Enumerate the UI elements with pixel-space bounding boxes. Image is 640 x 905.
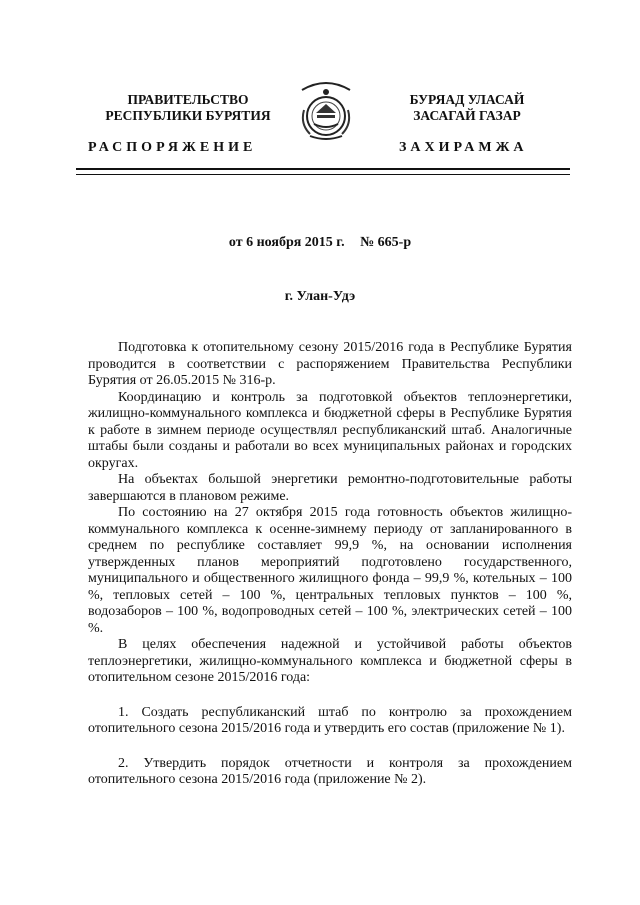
header-left-line2: РЕСПУБЛИКИ БУРЯТИЯ — [105, 108, 271, 123]
header-left-line1: ПРАВИТЕЛЬСТВО — [127, 92, 249, 107]
document-number: № 665-р — [360, 235, 412, 250]
paragraph: По состоянию на 27 октября 2015 года готовность объектов жилищно-коммунального комплекса к осенне-зимнему периоду от запланированного в среднем по республике составляет 99,9 %, на основании исполнения утвержденных планов мероприятий подготовлено государственного, муниципального и общественного жилищного фонда – 99,9 %, котельных – 100 %, тепловых сетей – 100 %, центральных тепловых пунктов – 100 %, водозаборов – 100 %, водопроводных сетей – 100 %, электрических сетей – 100 %. — [88, 505, 572, 636]
header-divider — [76, 168, 570, 175]
header-left — [88, 92, 288, 124]
document-date: от 6 ноября 2015 г. — [228, 235, 345, 250]
paragraph: В целях обеспечения надежной и устойчивой работы объектов теплоэнергетики, жилищно-коммунального комплекса и бюджетной сферы в отопительном сезоне 2015/2016 года: — [88, 637, 572, 685]
header-right — [382, 92, 552, 124]
paragraph: Подготовка к отопительному сезону 2015/2016 года в Республике Бурятия проводится в соответствии с распоряжением Правительства Республики Бурятия от 26.05.2015 № 316-р. — [88, 340, 572, 388]
paragraph: Координацию и контроль за подготовкой объектов теплоэнергетики, жилищно-коммунального комплекса и бюджетной сферы в Республике Бурятия к работе в зимнем периоде осуществлял республиканский штаб. Аналогичные штабы были созданы и работали во всех муниципальных районах и городских округах. — [88, 389, 572, 471]
city: г. Улан-Удэ — [284, 289, 356, 304]
header-right-line1: БУРЯАД УЛАСАЙ — [409, 92, 525, 107]
paragraph: На объектах большой энергетики ремонтно-подготовительные работы завершаются в плановом режиме. — [88, 472, 572, 504]
doc-type-right: ЗАХИРАМЖА — [399, 140, 528, 155]
document-body — [88, 340, 572, 789]
list-item: 2. Утвердить порядок отчетности и контроля за прохождением отопительного сезона 2015/2016 года (приложение № 2). — [88, 755, 572, 787]
list-item: 1. Создать республиканский штаб по контролю за прохождением отопительного сезона 2015/2016 года и утвердить его состав (приложение № 1). — [88, 704, 572, 736]
coat-of-arms-icon — [296, 80, 356, 142]
dateline — [0, 235, 640, 251]
doc-type-left: РАСПОРЯЖЕНИЕ — [88, 140, 257, 155]
header-right-line2: ЗАСАГАЙ ГАЗАР — [413, 108, 521, 123]
